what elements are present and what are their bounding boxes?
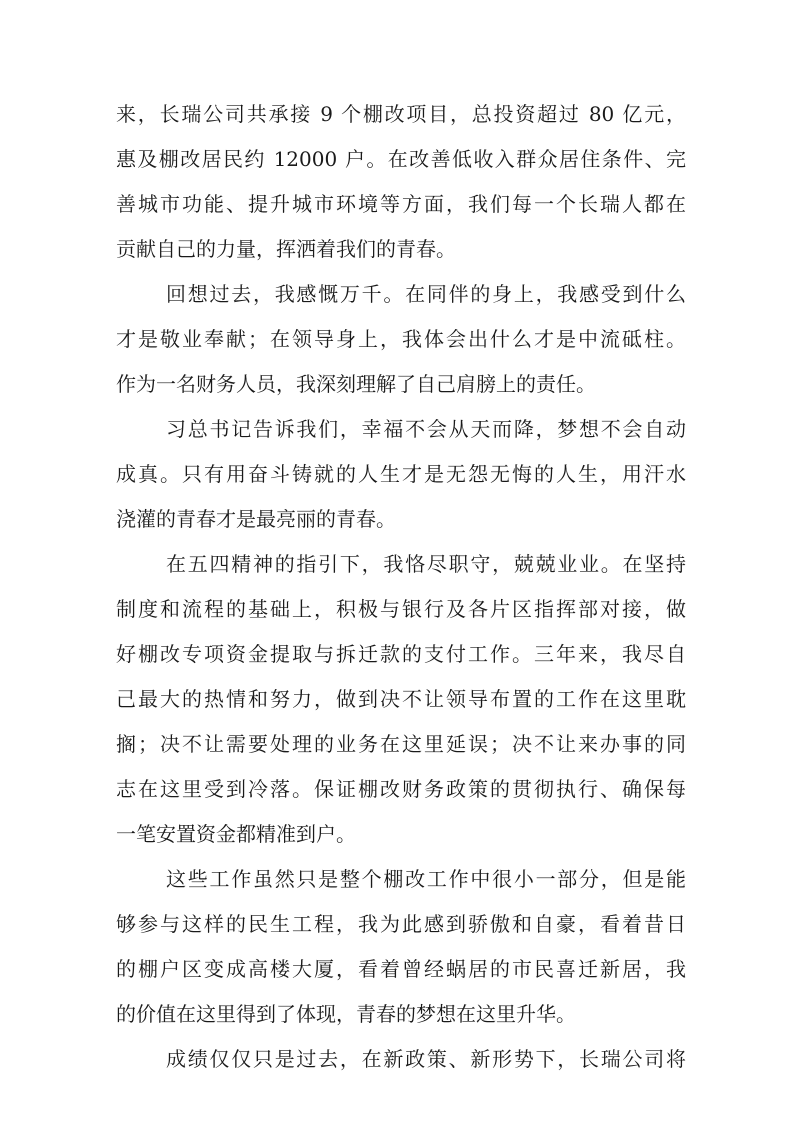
text-line: 惠及棚改居民约 12000 户。在改善低收入群众居住条件、完 xyxy=(116,147,686,171)
text-line: 这些工作虽然只是整个棚改工作中很小一部分，但是能 xyxy=(166,867,686,891)
text-line: 作为一名财务人员，我深刻理解了自己肩膀上的责任。 xyxy=(116,372,596,396)
text-line: 贡献自己的力量，挥洒着我们的青春。 xyxy=(116,237,456,261)
paragraph xyxy=(116,92,686,272)
text-line: 够参与这样的民生工程，我为此感到骄傲和自豪，看着昔日 xyxy=(116,912,686,936)
text-line: 浇灌的青春才是最亮丽的青春。 xyxy=(116,507,396,531)
paragraph xyxy=(116,542,686,857)
text-line: 来，长瑞公司共承接 9 个棚改项目，总投资超过 80 亿元， xyxy=(116,102,686,126)
paragraph xyxy=(116,272,686,407)
paragraph xyxy=(116,857,686,1037)
text-line: 成真。只有用奋斗铸就的人生才是无怨无悔的人生，用汗水 xyxy=(116,462,686,486)
text-line: 习总书记告诉我们，幸福不会从天而降，梦想不会自动 xyxy=(166,417,686,441)
text-line: 志在这里受到冷落。保证棚改财务政策的贯彻执行、确保每 xyxy=(116,777,686,801)
text-line: 善城市功能、提升城市环境等方面，我们每一个长瑞人都在 xyxy=(116,192,686,216)
text-line: 才是敬业奉献；在领导身上，我体会出什么才是中流砥柱。 xyxy=(116,327,686,351)
text-line: 搁；决不让需要处理的业务在这里延误；决不让来办事的同 xyxy=(116,732,686,756)
text-line: 己最大的热情和努力，做到决不让领导布置的工作在这里耽 xyxy=(116,687,686,711)
text-line: 的价值在这里得到了体现，青春的梦想在这里升华。 xyxy=(116,1002,576,1026)
paragraph xyxy=(116,407,686,542)
paragraph xyxy=(116,1037,686,1082)
text-line: 在五四精神的指引下，我恪尽职守，兢兢业业。在坚持 xyxy=(166,552,686,576)
text-line: 好棚改专项资金提取与拆迁款的支付工作。三年来，我尽自 xyxy=(116,642,686,666)
text-line: 制度和流程的基础上，积极与银行及各片区指挥部对接，做 xyxy=(116,597,686,621)
text-line: 回想过去，我感慨万千。在同伴的身上，我感受到什么 xyxy=(166,282,686,306)
body-text xyxy=(116,92,686,1082)
text-line: 一笔安置资金都精准到户。 xyxy=(116,822,356,846)
text-line: 的棚户区变成高楼大厦，看着曾经蜗居的市民喜迁新居，我 xyxy=(116,957,686,981)
text-line: 成绩仅仅只是过去，在新政策、新形势下，长瑞公司将 xyxy=(166,1047,686,1071)
